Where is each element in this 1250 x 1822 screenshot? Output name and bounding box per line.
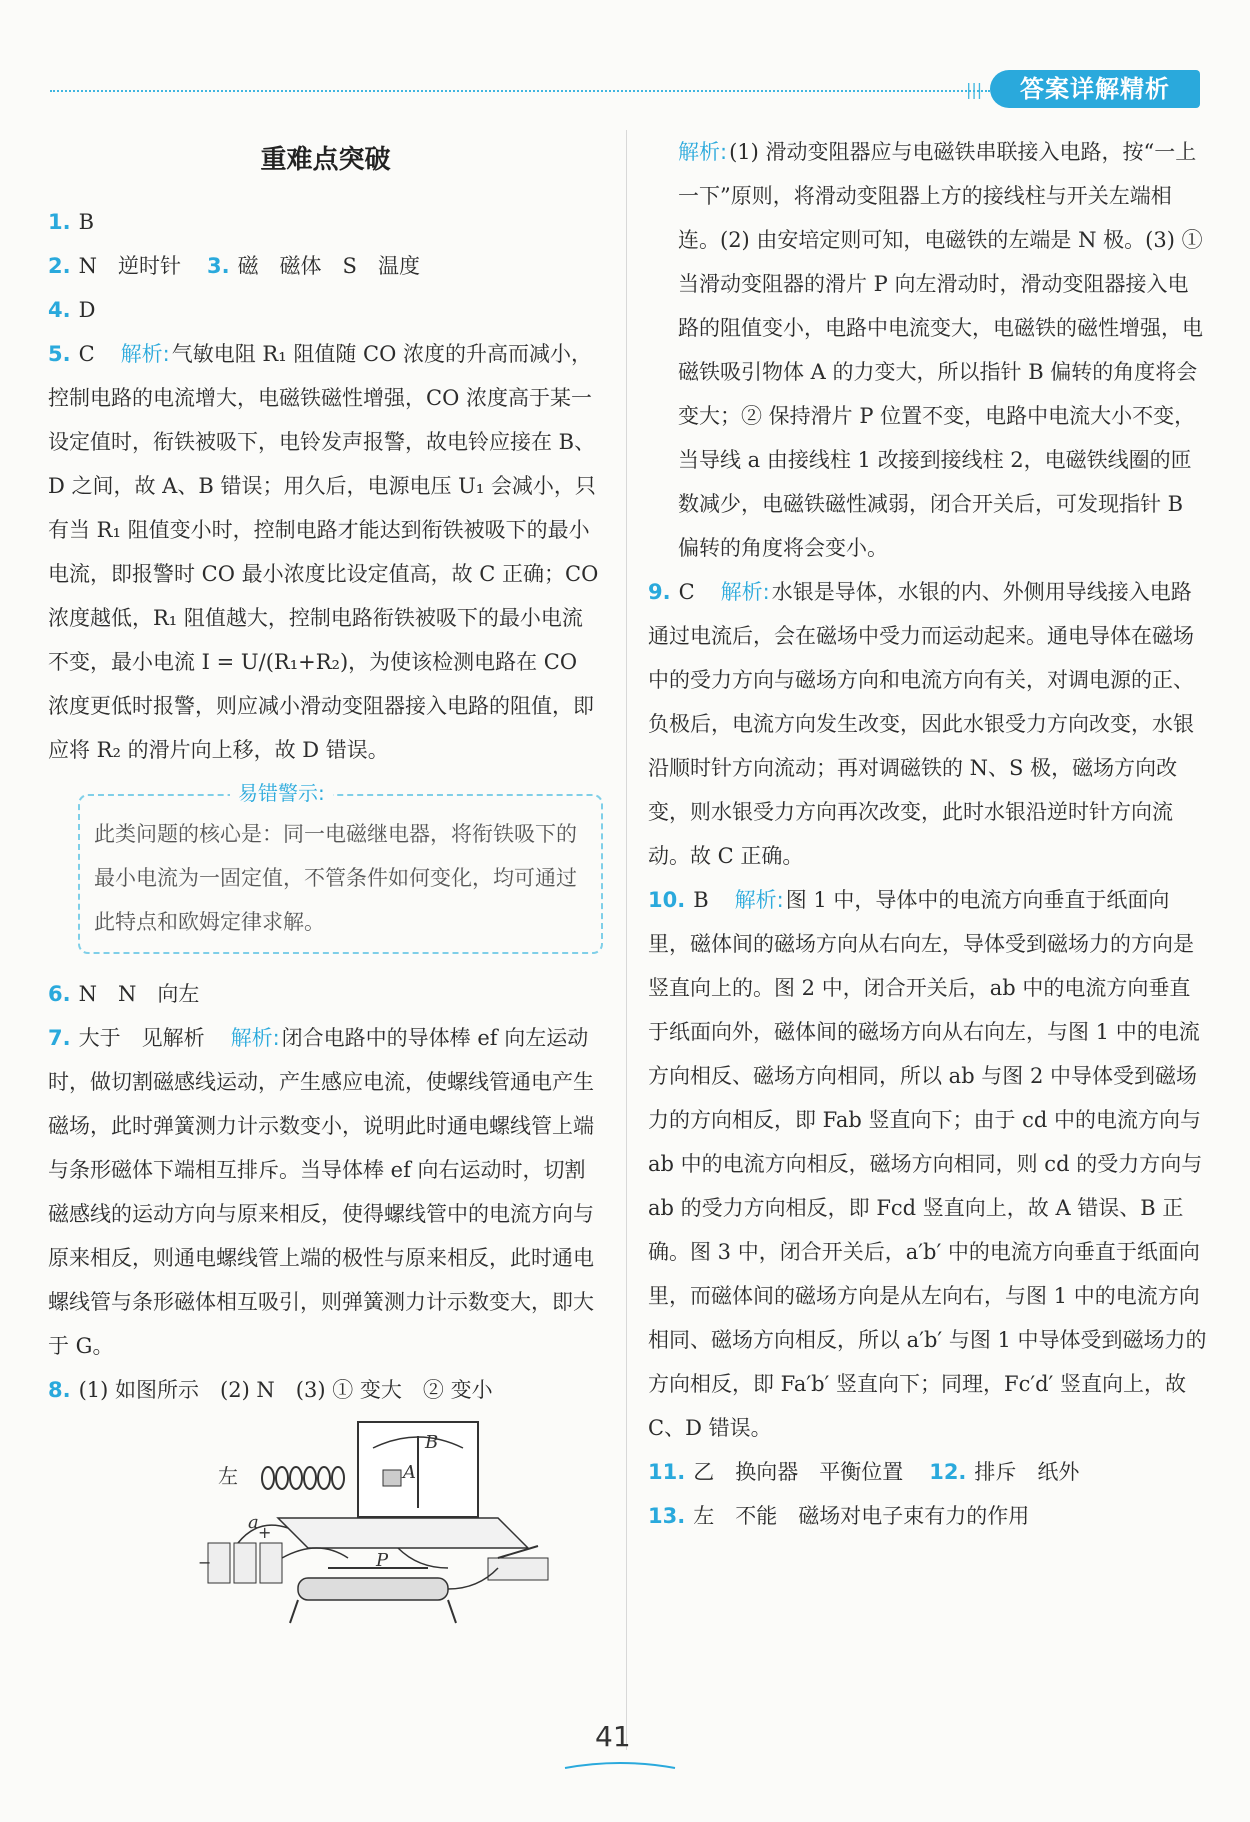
analysis-text: 气敏电阻 R₁ 阻值随 CO 浓度的升高而减小，控制电路的电流增大，电磁铁磁性增强，CO 浓度高于某一设定值时，衔铁被吸下，电铃发声报警，故电铃应接在 B、D 之间，故 A、B 错误；用久后，电源电压 U₁ 会减小，只有当 R₁ 阻值变小时，控制电路才能达到衔铁被吸下的最小电流，即报警时 CO 最小浓度比设定值高，故 C 正确；CO 浓度越低，R₁ 阻值越大，控制电路衔铁被吸下的最小电流不变，最小电流 I = U/(R₁+R₂)，为使该检测电路在 CO 浓度更低时报警，则应减小滑动变阻器接入电路的阻值，即应将 R₂ 的滑片向上移，故 D 错误。: [48, 342, 599, 762]
answer-8-analysis: [648, 130, 1208, 570]
analysis-tag: 解析:: [678, 140, 728, 164]
answer-2-3: [48, 244, 603, 288]
label-A: A: [403, 1462, 416, 1483]
warning-text: 此类问题的核心是：同一电磁继电器，将衔铁吸下的最小电流为一固定值，不管条件如何变化，均可通过此特点和欧姆定律求解。: [94, 822, 577, 934]
question-number: 8.: [48, 1378, 71, 1402]
question-number: 1.: [48, 210, 71, 234]
header-badge: 答案详解精析: [990, 70, 1200, 108]
right-column: [648, 130, 1208, 1538]
warning-box: [78, 781, 603, 954]
label-B: B: [425, 1432, 439, 1453]
answer-10: [648, 878, 1208, 1450]
answer-letter: C: [78, 342, 95, 366]
answer-8: [48, 1368, 603, 1412]
answer-text: B: [78, 210, 95, 234]
analysis-tag: 解析:: [120, 342, 170, 366]
coil-icon: [262, 1467, 344, 1489]
answer-13: [648, 1494, 1208, 1538]
question-number: 5.: [48, 342, 71, 366]
answer-7: [48, 1016, 603, 1368]
answer-text: 大于 见解析: [78, 1026, 205, 1050]
analysis-text: 闭合电路中的导体棒 ef 向左运动时，做切割磁感线运动，产生感应电流，使螺线管通电产生磁场，此时弹簧测力计示数变小，说明此时通电螺线管上端与条形磁体下端相互排斥。当导体棒 ef 向右运动时，切割磁感线的运动方向与原来相反，使得螺线管中的电流方向与原来相反，则通电螺线管上端的极性与原来相反，此时通电螺线管与条形磁体相互吸引，则弹簧测力计示数变大，即大于 G。: [48, 1026, 594, 1358]
analysis-tag: 解析:: [734, 888, 784, 912]
column-divider: [626, 130, 627, 1750]
header-rule: [50, 90, 990, 92]
rheostat-icon: [290, 1568, 456, 1623]
answer-text: 磁 磁体 S 温度: [237, 254, 420, 278]
label-plus: +: [258, 1523, 272, 1542]
label-a: a: [248, 1512, 259, 1533]
analysis-text: 水银是导体，水银的内、外侧用导线接入电路通过电流后，会在磁场中受力而运动起来。通电导体在磁场中的受力方向与磁场方向和电流方向有关，对调电源的正、负极后，电流方向发生改变，因此水银受力方向改变，水银沿顺时针方向流动；再对调磁铁的 N、S 极，磁场方向改变，则水银受力方向再次改变，此时水银沿逆时针方向流动。故 C 正确。: [648, 580, 1194, 868]
analysis-text: (1) 滑动变阻器应与电磁铁串联接入电路，按“一上一下”原则，将滑动变阻器上方的接线柱与开关左端相连。(2) 由安培定则可知，电磁铁的左端是 N 极。(3) ① 当滑动变阻器的滑片 P 向左滑动时，滑动变阻器接入电路的阻值变小，电路中电流变大，电磁铁的磁性增强，电磁铁吸引物体 A 的力变大，所以指针 B 偏转的角度将会变大；② 保持滑片 P 位置不变，电路中电流大小不变，当导线 a 由接线柱 1 改接到接线柱 2，电磁铁线圈的匝数减少，电磁铁磁性减弱，闭合开关后，可发现指针 B 偏转的角度将会变小。: [678, 140, 1203, 560]
circuit-diagram: [198, 1418, 618, 1628]
header-ticks: |||: [966, 80, 983, 99]
answer-text: 左 不能 磁场对电子束有力的作用: [693, 1504, 1030, 1528]
answer-text: 乙 换向器 平衡位置: [693, 1460, 904, 1484]
analysis-text: 图 1 中，导体中的电流方向垂直于纸面向里，磁体间的磁场方向从右向左，导体受到磁场力的方向是竖直向上的。图 2 中，闭合开关后，ab 中的电流方向垂直于纸面向外，磁体间的磁场方向从右向左，与图 1 中的电流方向相反、磁场方向相同，所以 ab 与图 2 中导体受到磁场力的方向相反，即 Fab 竖直向下；由于 cd 中的电流方向与 ab 中的电流方向相反，磁场方向相同，则 cd 的受力方向与 ab 的受力方向相反，即 Fcd 竖直向上，故 A 错误、B 正确。图 3 中，闭合开关后，a′b′ 中的电流方向垂直于纸面向里，而磁体间的磁场方向是从左向右，与图 1 中的电流方向相同、磁场方向相反，所以 a′b′ 与图 1 中导体受到磁场力的方向相反，即 Fa′b′ 竖直向下；同理，Fc′d′ 竖直向上，故 C、D 错误。: [648, 888, 1207, 1440]
answer-text: N 逆时针: [78, 254, 181, 278]
answer-11-12: [648, 1450, 1208, 1494]
circuit-figure: [198, 1418, 618, 1628]
answer-1: [48, 200, 603, 244]
answer-6: [48, 972, 603, 1016]
warning-title: 易错警示:: [230, 780, 333, 806]
battery-icon: [208, 1543, 282, 1583]
answer-letter: B: [693, 888, 709, 912]
question-number: 12.: [929, 1460, 967, 1484]
question-number: 3.: [206, 254, 230, 278]
iron-block: [383, 1470, 401, 1486]
answer-4: [48, 288, 603, 332]
page-number: 41: [595, 1720, 631, 1753]
analysis-tag: 解析:: [720, 580, 770, 604]
answer-9: [648, 570, 1208, 878]
label-left: 左: [218, 1464, 238, 1488]
question-number: 11.: [648, 1460, 686, 1484]
answer-5: [48, 332, 603, 772]
answer-text: D: [78, 298, 96, 322]
question-number: 10.: [648, 888, 686, 912]
left-column: [48, 130, 603, 1628]
question-number: 7.: [48, 1026, 71, 1050]
switch-icon: [488, 1546, 548, 1580]
label-P: P: [376, 1550, 389, 1571]
question-number: 4.: [48, 298, 71, 322]
answer-letter: C: [678, 580, 695, 604]
question-number: 6.: [48, 982, 71, 1006]
answer-text: N N 向左: [78, 982, 200, 1006]
base-plate: [278, 1518, 528, 1548]
section-title: 重难点突破: [260, 145, 391, 175]
page-number-swash: [560, 1760, 680, 1772]
question-number: 9.: [648, 580, 671, 604]
analysis-tag: 解析:: [230, 1026, 280, 1050]
answer-text: (1) 如图所示 (2) N (3) ① 变大 ② 变小: [78, 1378, 493, 1402]
label-minus: −: [198, 1553, 212, 1572]
question-number: 13.: [648, 1504, 686, 1528]
answer-text: 排斥 纸外: [974, 1460, 1080, 1484]
question-number: 2.: [48, 254, 71, 278]
